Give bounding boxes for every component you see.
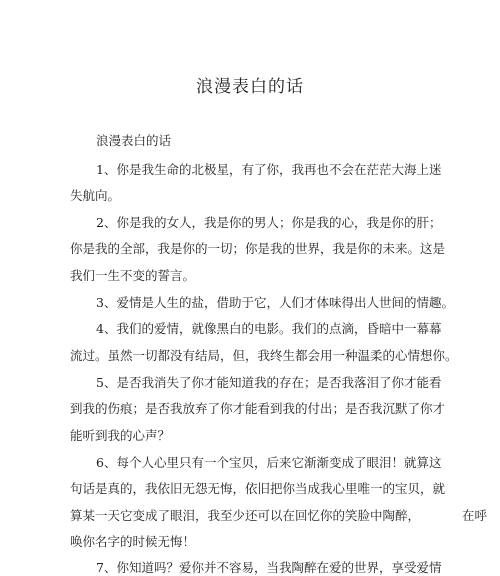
paragraph-line-part: 在呼 [462,508,488,523]
paragraph-line: 唤你名字的时候无悔！ [70,534,196,549]
paragraph-line: 1、你是我生命的北极星，有了你，我再也不会在茫茫大海上迷 [96,162,442,177]
section-heading: 浪漫表白的话 [96,133,172,148]
paragraph-line: 4、我们的爱情，就像黑白的电影。我们的点滴，昏暗中一幕幕 [96,321,442,336]
paragraph-line: 2、你是我的女人，我是你的男人；你是我的心，我是你的肝； [96,215,442,230]
document-title: 浪漫表白的话 [196,77,304,97]
paragraph-line: 你是我的全部，我是你的一切；你是我的世界，我是你的未来。这是 [70,241,446,256]
paragraph-line: 7、你知道吗？爱你并不容易，当我陶醉在爱的世界，享受爱情 [96,560,442,575]
paragraph-line: 失航向。 [70,188,121,203]
paragraph-line: 流过。虽然一切都没有结局，但，我终生都会用一种温柔的心情想你。 [70,348,458,363]
paragraph-line: 我们一生不变的誓言。 [70,268,196,283]
paragraph-line-part: 算某一天它变成了眼泪，我至少还可以在回忆你的笑脸中陶醉， [70,508,421,523]
paragraph-line: 5、是否我消失了你才能知道我的存在；是否我落泪了你才能看 [96,375,442,390]
paragraph-line: 能听到我的心声？ [70,428,171,443]
paragraph-line: 句话是真的，我依旧无怨无悔，依旧把你当成我心里唯一的宝贝，就 [70,481,446,496]
paragraph-line [70,508,487,524]
paragraph-line: 到我的伤痕；是否我放弃了你才能看到我的付出；是否我沉默了你才 [70,401,446,416]
paragraph-line: 3、爱情是人生的盐，借助于它，人们才体味得出人世间的情趣。 [96,295,454,310]
paragraph-line: 6、每个人心里只有一个宝贝，后来它渐渐变成了眼泪！就算这 [96,455,442,470]
